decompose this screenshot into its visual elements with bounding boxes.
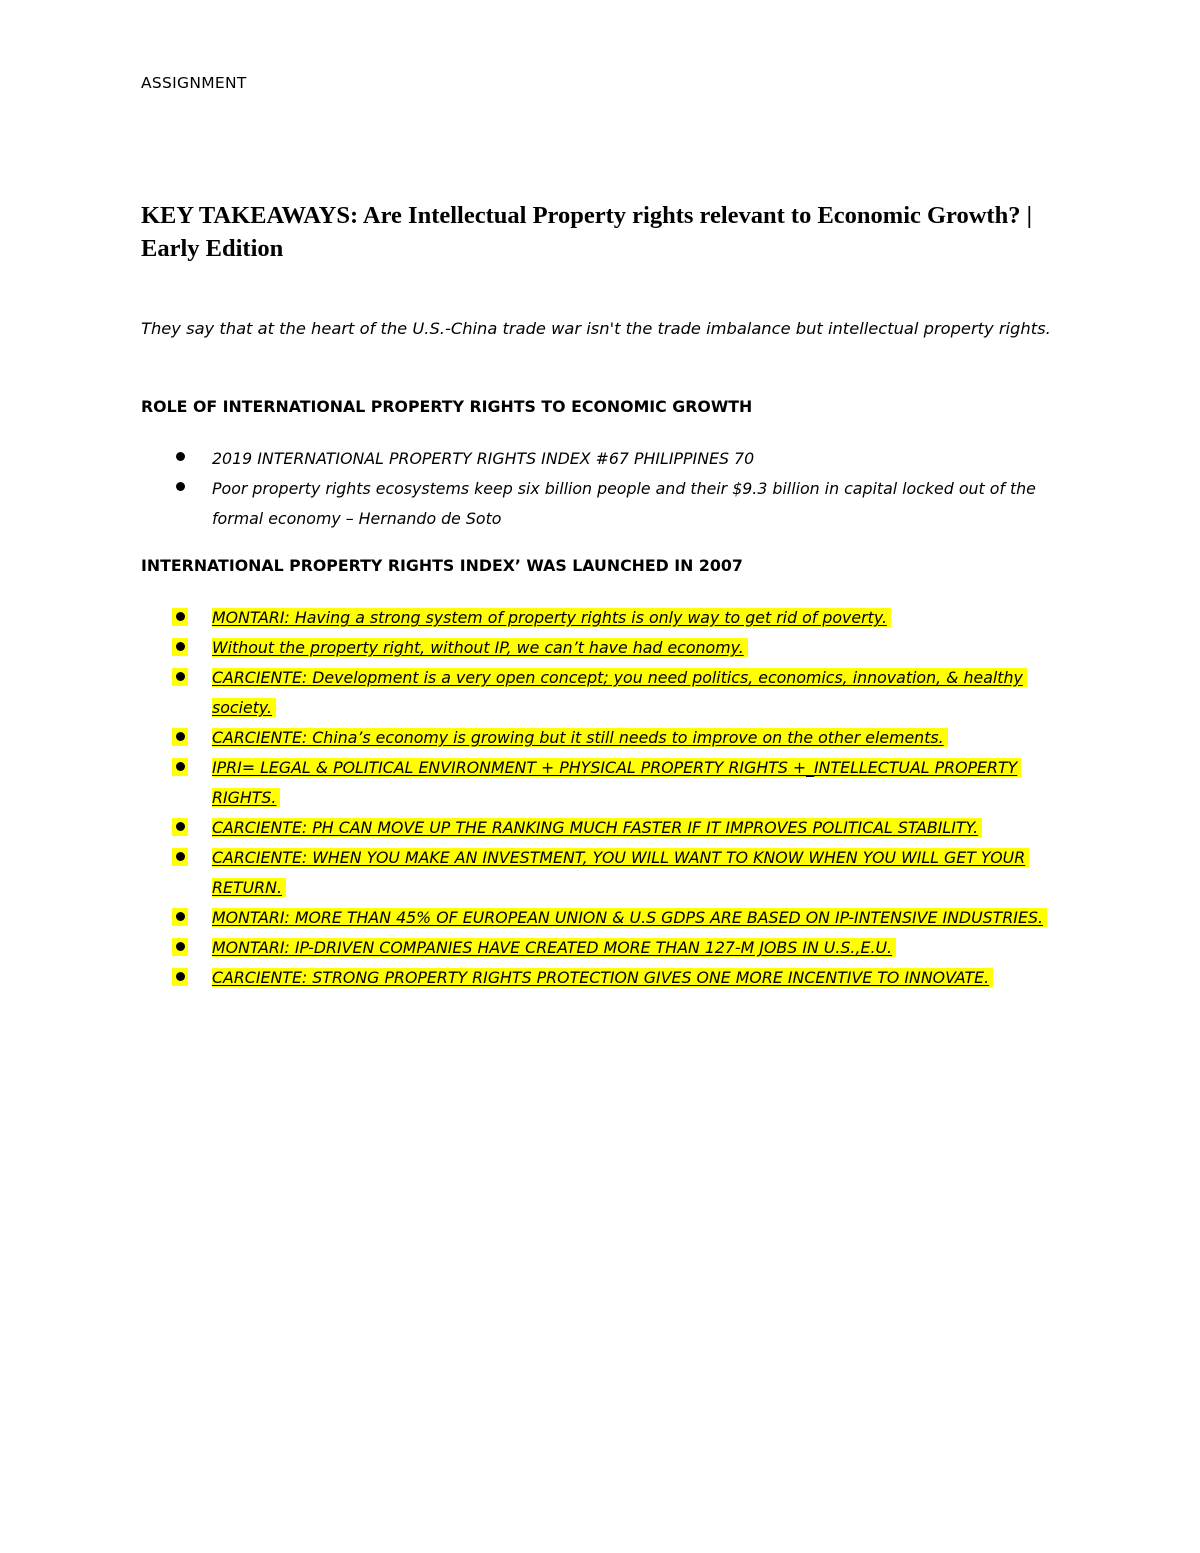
list-item xyxy=(0,813,1062,843)
highlighted-text: MONTARI: Having a strong system of property rights is only way to get rid of poverty. xyxy=(212,608,891,627)
list-item xyxy=(0,903,1062,933)
list-item xyxy=(0,723,1062,753)
page-header: ASSIGNMENT xyxy=(141,74,247,92)
intro-paragraph: They say that at the heart of the U.S.-China trade war isn't the trade imbalance but intellectual property rights. xyxy=(141,319,1051,338)
list-item xyxy=(0,474,1062,534)
highlighted-text: CARCIENTE: PH CAN MOVE UP THE RANKING MUCH FASTER IF IT IMPROVES POLITICAL STABILITY. xyxy=(212,818,982,837)
list-item xyxy=(0,843,1062,903)
list-item xyxy=(0,444,1062,474)
bullet-icon xyxy=(172,608,188,626)
bullet-icon xyxy=(176,452,185,461)
bullet-icon xyxy=(172,818,188,836)
bullet-list-role xyxy=(0,444,1200,534)
section-heading-role: ROLE OF INTERNATIONAL PROPERTY RIGHTS TO ECONOMIC GROWTH xyxy=(141,397,753,416)
document-title: KEY TAKEAWAYS: Are Intellectual Property rights relevant to Economic Growth? | Early Edition xyxy=(141,202,1032,262)
highlighted-text: Without the property right, without IP, we can’t have had economy. xyxy=(212,638,748,657)
bullet-icon xyxy=(172,938,188,956)
list-item xyxy=(0,663,1062,723)
bullet-icon xyxy=(172,638,188,656)
bullet-icon xyxy=(172,968,188,986)
list-item-text: Poor property rights ecosystems keep six billion people and their $9.3 billion in capital locked out of the formal economy – Hernando de Soto xyxy=(212,479,1036,528)
highlighted-bullet-list xyxy=(0,603,1200,993)
bullet-icon xyxy=(172,908,188,926)
section-heading-index: INTERNATIONAL PROPERTY RIGHTS INDEX’ WAS LAUNCHED IN 2007 xyxy=(141,556,743,575)
bullet-icon xyxy=(176,482,185,491)
list-item xyxy=(0,933,1062,963)
bullet-icon xyxy=(172,728,188,746)
highlighted-text: CARCIENTE: Development is a very open concept; you need politics, economics, innovation, & healthy society. xyxy=(212,668,1027,717)
bullet-icon xyxy=(172,668,188,686)
highlighted-text: CARCIENTE: STRONG PROPERTY RIGHTS PROTECTION GIVES ONE MORE INCENTIVE TO INNOVATE. xyxy=(212,968,993,987)
highlighted-text: IPRI= LEGAL & POLITICAL ENVIRONMENT + PHYSICAL PROPERTY RIGHTS +_INTELLECTUAL PROPERTY RIGHTS. xyxy=(212,758,1021,807)
highlighted-text: MONTARI: IP-DRIVEN COMPANIES HAVE CREATED MORE THAN 127-M JOBS IN U.S.,E.U. xyxy=(212,938,896,957)
list-item xyxy=(0,603,1062,633)
list-item-text: 2019 INTERNATIONAL PROPERTY RIGHTS INDEX #67 PHILIPPINES 70 xyxy=(212,449,755,468)
bullet-icon xyxy=(172,758,188,776)
list-item xyxy=(0,753,1062,813)
highlighted-text: CARCIENTE: WHEN YOU MAKE AN INVESTMENT, YOU WILL WANT TO KNOW WHEN YOU WILL GET YOUR RETURN. xyxy=(212,848,1029,897)
highlighted-text: CARCIENTE: China’s economy is growing but it still needs to improve on the other elements. xyxy=(212,728,948,747)
bullet-icon xyxy=(172,848,188,866)
list-item xyxy=(0,963,1062,993)
highlighted-text: MONTARI: MORE THAN 45% OF EUROPEAN UNION & U.S GDPS ARE BASED ON IP-INTENSIVE INDUSTRIES. xyxy=(212,908,1047,927)
list-item xyxy=(0,633,1062,663)
